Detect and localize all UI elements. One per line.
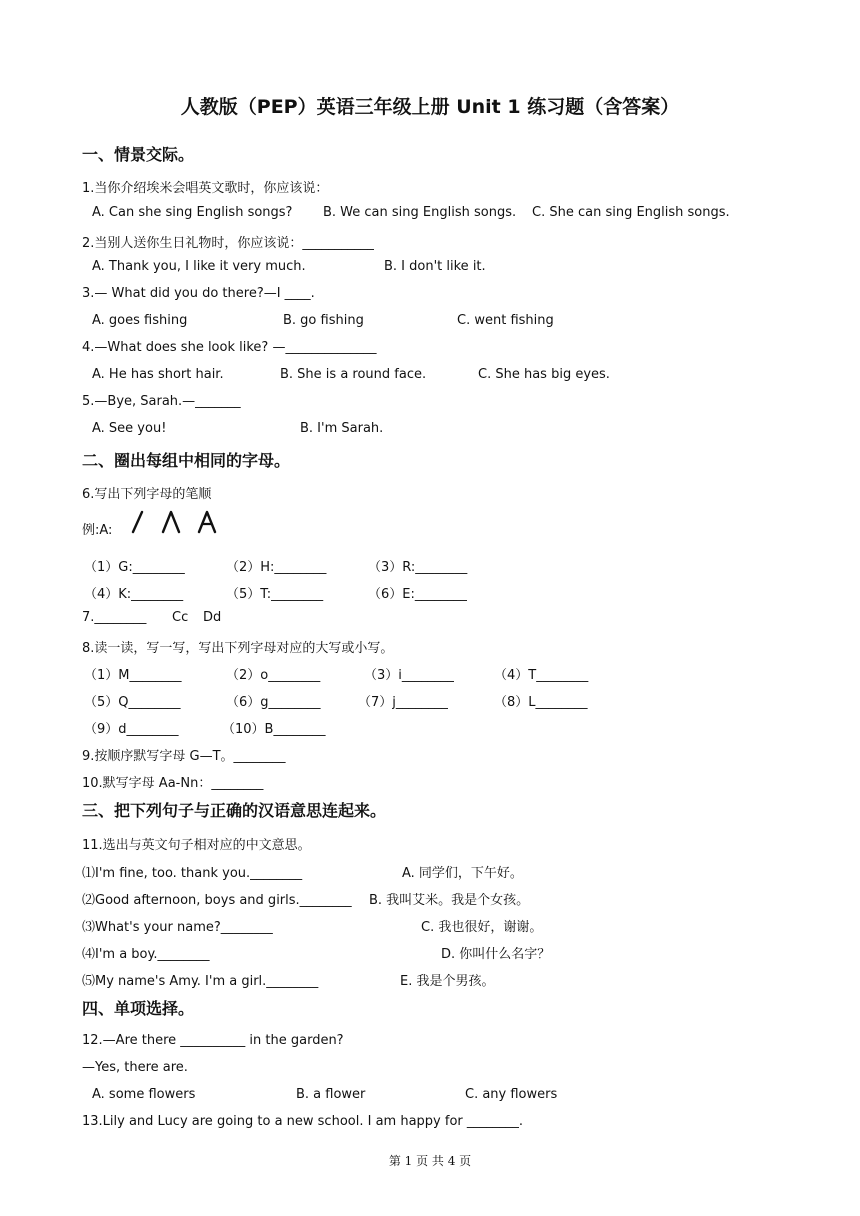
question-3-option-a: A. goes fishing — [92, 313, 188, 328]
stroke-order-example — [130, 510, 218, 534]
question-8-item: （8）L________ — [494, 695, 588, 710]
question-3-option-c: C. went fishing — [457, 313, 554, 328]
question-5-stem: 5.—Bye, Sarah.—_______ — [82, 394, 241, 409]
question-11-stem: 11.选出与英文句子相对应的中文意思。 — [82, 838, 311, 853]
question-11-sentence: ⑶What's your name?________ — [82, 920, 273, 935]
question-2-stem: 2.当别人送你生日礼物时，你应该说：___________ — [82, 236, 374, 251]
page-footer: 第 1 页 共 4 页 — [388, 1154, 472, 1168]
question-5-option-b: B. I'm Sarah. — [300, 421, 384, 436]
question-6-item: （3）R:________ — [368, 560, 468, 575]
question-2-option-a: A. Thank you, I like it very much. — [92, 259, 306, 274]
section-heading-4: 四、单项选择。 — [82, 999, 195, 1018]
question-8-item: （4）T________ — [494, 668, 589, 683]
question-12-reply: —Yes, there are. — [82, 1060, 188, 1075]
question-6-item: （2）H:________ — [226, 560, 327, 575]
question-3-stem: 3.— What did you do there?—I ____. — [82, 286, 315, 301]
question-1-option-c: C. She can sing English songs. — [532, 205, 730, 220]
question-6-item: （4）K:________ — [84, 587, 184, 602]
question-11-sentence: ⑸My name's Amy. I'm a girl.________ — [82, 974, 319, 989]
question-10: 10.默写字母 Aa-Nn：________ — [82, 776, 264, 791]
question-8-item: （7）j________ — [358, 695, 448, 710]
question-7-letter-c: Cc — [172, 610, 189, 625]
question-12-option-b: B. a flower — [296, 1087, 366, 1102]
question-11-sentence: ⑵Good afternoon, boys and girls.________ — [82, 893, 352, 908]
question-4-option-c: C. She has big eyes. — [478, 367, 610, 382]
question-11-sentence: ⑴I'm fine, too. thank you.________ — [82, 866, 303, 881]
question-4-option-b: B. She is a round face. — [280, 367, 427, 382]
question-8-item: （6）g________ — [226, 695, 321, 710]
question-6-item: （1）G:________ — [84, 560, 185, 575]
question-5-option-a: A. See you! — [92, 421, 167, 436]
question-7-stem: 7.________ — [82, 610, 147, 625]
page-title: 人教版（PEP）英语三年级上册 Unit 1 练习题（含答案） — [180, 96, 680, 118]
question-2-option-b: B. I don't like it. — [384, 259, 486, 274]
question-1-stem: 1.当你介绍埃米会唱英文歌时，你应该说： — [82, 181, 329, 196]
stroke-step-2-image — [160, 510, 182, 534]
question-9: 9.按顺序默写字母 G—T。________ — [82, 749, 286, 764]
question-6-example-label: 例:A: — [82, 523, 113, 538]
question-8-item: （5）Q________ — [84, 695, 181, 710]
question-12-stem: 12.—Are there __________ in the garden? — [82, 1033, 344, 1048]
question-8-stem: 8.读一读，写一写，写出下列字母对应的大写或小写。 — [82, 641, 394, 656]
question-6-item: （5）T:________ — [226, 587, 324, 602]
question-4-option-a: A. He has short hair. — [92, 367, 224, 382]
question-11-meaning: C. 我也很好，谢谢。 — [421, 920, 543, 935]
section-heading-2: 二、圈出每组中相同的字母。 — [82, 451, 291, 470]
question-6-stem: 6.写出下列字母的笔顺 — [82, 487, 212, 502]
section-heading-1: 一、情景交际。 — [82, 145, 195, 164]
question-8-item: （10）B________ — [222, 722, 326, 737]
question-8-item: （2）o________ — [226, 668, 321, 683]
question-11-meaning: A. 同学们，下午好。 — [402, 866, 523, 881]
question-11-meaning: E. 我是个男孩。 — [400, 974, 495, 989]
stroke-step-3-image — [196, 510, 218, 534]
question-13-stem: 13.Lily and Lucy are going to a new school. I am happy for ________. — [82, 1114, 524, 1129]
question-7-letter-d: Dd — [203, 610, 222, 625]
question-11-sentence: ⑷I'm a boy.________ — [82, 947, 210, 962]
question-8-item: （9）d________ — [84, 722, 179, 737]
stroke-step-1-image — [130, 510, 146, 534]
question-11-meaning: D. 你叫什么名字？ — [441, 947, 551, 962]
question-12-option-a: A. some flowers — [92, 1087, 196, 1102]
question-3-option-b: B. go fishing — [283, 313, 364, 328]
question-8-item: （3）i________ — [364, 668, 454, 683]
question-11-meaning: B. 我叫艾米。我是个女孩。 — [369, 893, 530, 908]
question-12-option-c: C. any flowers — [465, 1087, 558, 1102]
question-1-option-a: A. Can she sing English songs? — [92, 205, 293, 220]
question-1-option-b: B. We can sing English songs. — [323, 205, 517, 220]
section-heading-3: 三、把下列句子与正确的汉语意思连起来。 — [82, 801, 387, 820]
question-6-item: （6）E:________ — [368, 587, 467, 602]
question-8-item: （1）M________ — [84, 668, 182, 683]
question-4-stem: 4.—What does she look like? —______________ — [82, 340, 377, 355]
